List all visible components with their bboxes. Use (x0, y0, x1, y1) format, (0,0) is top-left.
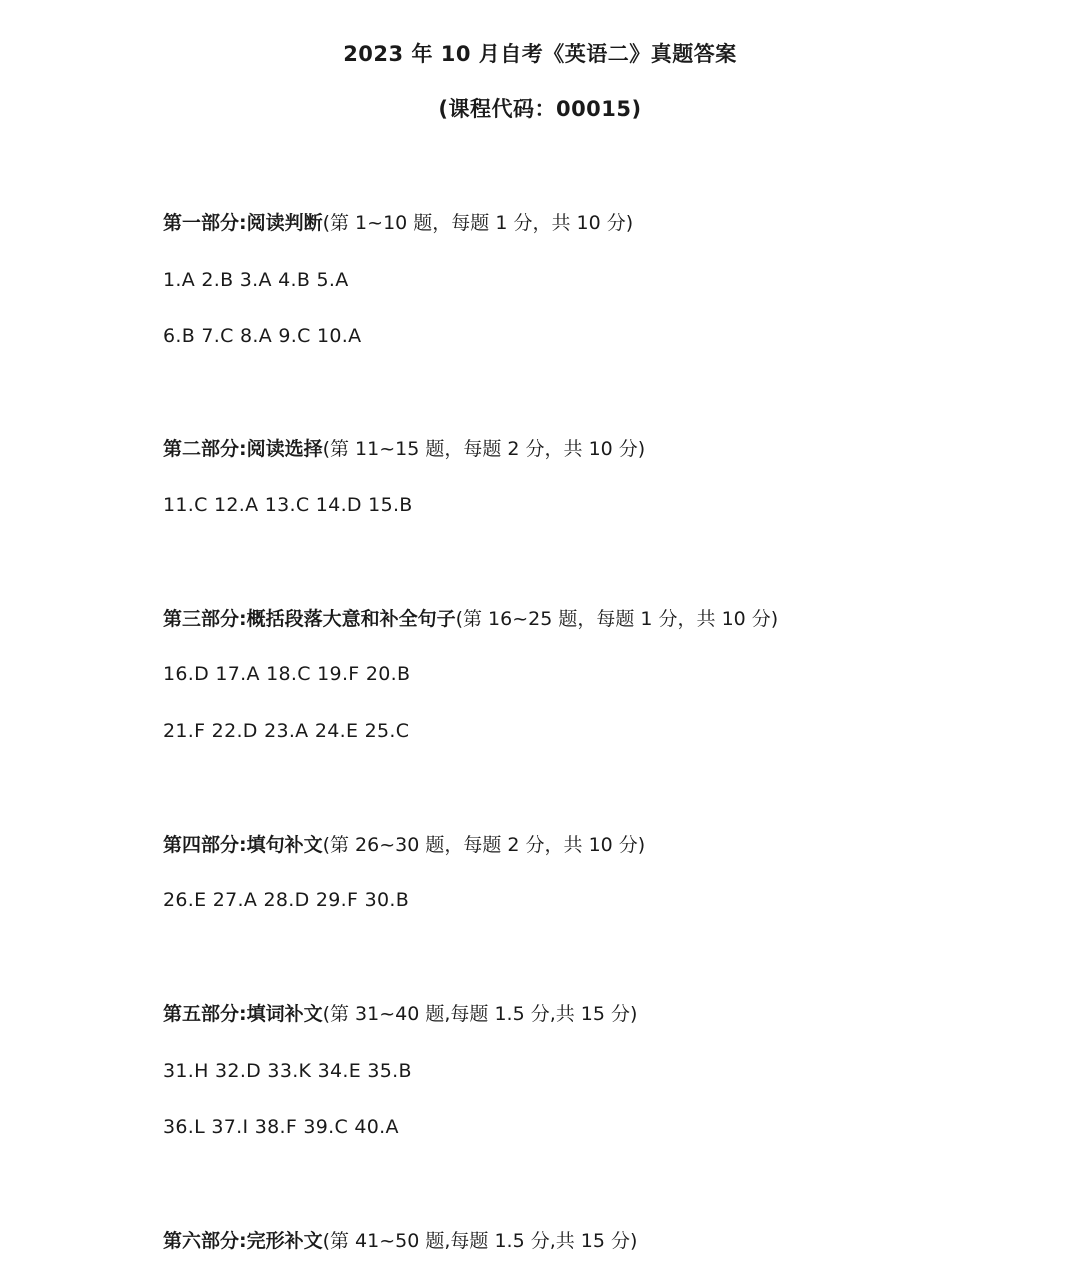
section-heading-4 (163, 832, 645, 858)
section-label: 第三部分:概括段落大意和补全句子 (163, 608, 456, 630)
section-heading-5 (163, 1001, 637, 1027)
answer-line: 31.H 32.D 33.K 34.E 35.B (163, 1060, 412, 1082)
section-label: 第一部分:阅读判断 (163, 212, 323, 234)
section-label: 第四部分:填句补文 (163, 834, 323, 856)
section-detail: (第 26~30 题，每题 2 分，共 10 分) (322, 834, 646, 856)
course-code: (课程代码：00015) (438, 97, 642, 121)
answer-line: 36.L 37.I 38.F 39.C 40.A (163, 1116, 399, 1138)
section-detail: (第 41~50 题,每题 1.5 分,共 15 分) (322, 1230, 638, 1252)
answer-line: 1.A 2.B 3.A 4.B 5.A (163, 269, 349, 291)
answer-line: 6.B 7.C 8.A 9.C 10.A (163, 325, 362, 347)
answer-line: 16.D 17.A 18.C 19.F 20.B (163, 663, 411, 685)
section-heading-2 (163, 436, 645, 462)
document-title: 2023 年 10 月自考《英语二》真题答案 (343, 42, 737, 66)
section-label: 第六部分:完形补文 (163, 1230, 323, 1252)
section-detail: (第 16~25 题，每题 1 分，共 10 分) (455, 608, 779, 630)
section-heading-1 (163, 210, 633, 236)
section-detail: (第 11~15 题，每题 2 分，共 10 分) (322, 438, 646, 460)
section-heading-3 (163, 606, 778, 632)
section-detail: (第 31~40 题,每题 1.5 分,共 15 分) (322, 1003, 638, 1025)
section-label: 第二部分:阅读选择 (163, 438, 323, 460)
section-detail: (第 1~10 题，每题 1 分，共 10 分) (322, 212, 634, 234)
answer-line: 11.C 12.A 13.C 14.D 15.B (163, 494, 413, 516)
answer-line: 21.F 22.D 23.A 24.E 25.C (163, 720, 410, 742)
section-label: 第五部分:填词补文 (163, 1003, 323, 1025)
answer-line: 26.E 27.A 28.D 29.F 30.B (163, 889, 410, 911)
section-heading-6 (163, 1228, 637, 1254)
